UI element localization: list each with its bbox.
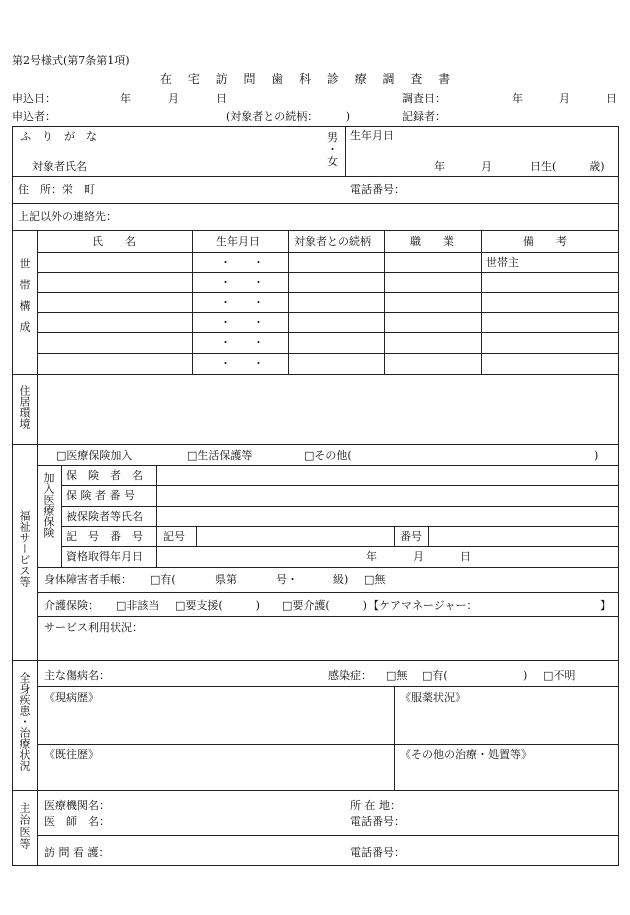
household-section-label: 世帯構成	[18, 258, 31, 342]
welfare-section-label: 福祉サービス等	[18, 510, 31, 587]
head-of-household-note: 世帯主	[486, 256, 519, 269]
row4-date-dots: ・ ・	[220, 316, 264, 329]
disability-label: 身体障害者手帳：	[44, 573, 132, 586]
care-insurance-label: 介護保険：	[44, 599, 99, 612]
other-treatment-label: 《その他の治療・処置等》	[400, 748, 532, 761]
recorder-label: 記録者：	[402, 110, 446, 123]
survey-month: 月	[559, 92, 570, 105]
care-manager-close: 】	[600, 599, 611, 612]
sex-male: 男	[327, 131, 338, 144]
furigana-label: ふ り が な	[20, 130, 97, 143]
address-label: 住 所：栄 町	[18, 183, 95, 196]
birth-month: 月	[481, 160, 492, 173]
application-date-label: 申込日：	[12, 92, 56, 105]
disability-grade: 級)	[333, 573, 349, 586]
col-remarks: 備 考	[523, 235, 567, 248]
birth-label: 生年月日	[350, 129, 394, 142]
survey-date-label: 調査日：	[402, 92, 446, 105]
col-relation: 対象者との続柄	[294, 235, 371, 248]
insurer-label: 保 険 者 名	[66, 469, 143, 482]
col-name: 氏 名	[92, 235, 136, 248]
doctor-phone-label: 電話番号：	[350, 815, 405, 828]
application-month: 月	[168, 92, 179, 105]
insurance-section-label: 加入医療保険	[42, 472, 55, 538]
symbol-number-label: 記 号 番 号	[66, 530, 143, 543]
address-phone-label: 電話番号：	[350, 183, 405, 196]
application-year: 年	[120, 92, 131, 105]
nursing-phone-label: 電話番号：	[350, 846, 405, 859]
medication-label: 《服薬状況》	[400, 691, 466, 704]
symbol-label: 記号	[163, 530, 185, 543]
disability-yes-checkbox[interactable]: □有(	[150, 573, 176, 586]
present-illness-label: 《現病歴》	[44, 691, 99, 704]
health-section-label: 全身疾患・治療状況	[18, 672, 31, 771]
infection-none-checkbox[interactable]: □無	[386, 669, 408, 682]
main-disease-label: 主な傷病名：	[44, 669, 110, 682]
disability-go: 号・	[276, 573, 298, 586]
past-history-label: 《既往歴》	[44, 748, 99, 761]
infection-unknown-checkbox[interactable]: □不明	[543, 669, 576, 682]
infection-yes-close: )	[523, 669, 528, 682]
row5-date-dots: ・ ・	[220, 336, 264, 349]
row3-date-dots: ・ ・	[220, 296, 264, 309]
application-day: 日	[216, 92, 227, 105]
service-status-label: サービス利用状況：	[44, 621, 143, 634]
subject-name-label: 対象者氏名	[32, 160, 87, 173]
sex-dot: ・	[327, 143, 338, 156]
doctor-name-label: 医 師 名：	[44, 815, 110, 828]
residence-label: 住居環境	[18, 385, 31, 429]
other-close: )	[594, 449, 599, 462]
birth-year: 年	[434, 160, 445, 173]
row2-date-dots: ・ ・	[220, 276, 264, 289]
care-na-checkbox[interactable]: □非該当	[116, 599, 160, 612]
disability-pref: 県第	[215, 573, 237, 586]
insured-name-label: 被保険者等氏名	[66, 510, 143, 523]
livelihood-checkbox[interactable]: □生活保護等	[187, 449, 253, 462]
birth-day-age: 日生( 歳)	[530, 160, 605, 173]
disability-no-checkbox[interactable]: □無	[364, 573, 386, 586]
number-label: 番号	[400, 530, 422, 543]
sex-female: 女	[327, 155, 338, 168]
care-need-checkbox[interactable]: □要介護( )	[282, 599, 367, 612]
other-checkbox[interactable]: □その他(	[304, 449, 352, 462]
survey-day: 日	[606, 92, 617, 105]
col-birthdate: 生年月日	[216, 235, 260, 248]
row1-date-dots: ・ ・	[220, 256, 264, 269]
survey-year: 年	[512, 92, 523, 105]
location-label: 所 在 地：	[350, 799, 401, 812]
col-occupation: 職 業	[410, 235, 454, 248]
form-number: 第2号様式(第7条第1項)	[12, 54, 130, 67]
care-support-checkbox[interactable]: □要支援( )	[175, 599, 260, 612]
qualification-year: 年	[366, 550, 377, 563]
qualification-day: 日	[460, 550, 471, 563]
qualification-month: 月	[413, 550, 424, 563]
qualification-date-label: 資格取得年月日	[66, 550, 143, 563]
nursing-label: 訪 問 看 護：	[44, 846, 110, 859]
institution-label: 医療機関名：	[44, 799, 110, 812]
infection-yes-checkbox[interactable]: □有(	[422, 669, 448, 682]
insurer-number-label: 保 険 者 番 号	[66, 489, 135, 502]
doctor-section-label: 主治医等	[18, 802, 31, 850]
row6-date-dots: ・ ・	[220, 357, 264, 370]
other-contact-label: 上記以外の連絡先：	[18, 210, 117, 223]
relation-note: (対象者との続柄： )	[226, 110, 351, 123]
infection-label: 感染症：	[328, 669, 372, 682]
care-manager-label: 【ケアマネージャー：	[368, 599, 478, 612]
applicant-label: 申込者：	[12, 110, 56, 123]
medical-insurance-checkbox[interactable]: □医療保険加入	[56, 449, 133, 462]
page-title: 在 宅 訪 問 歯 科 診 療 調 査 書	[160, 72, 457, 86]
